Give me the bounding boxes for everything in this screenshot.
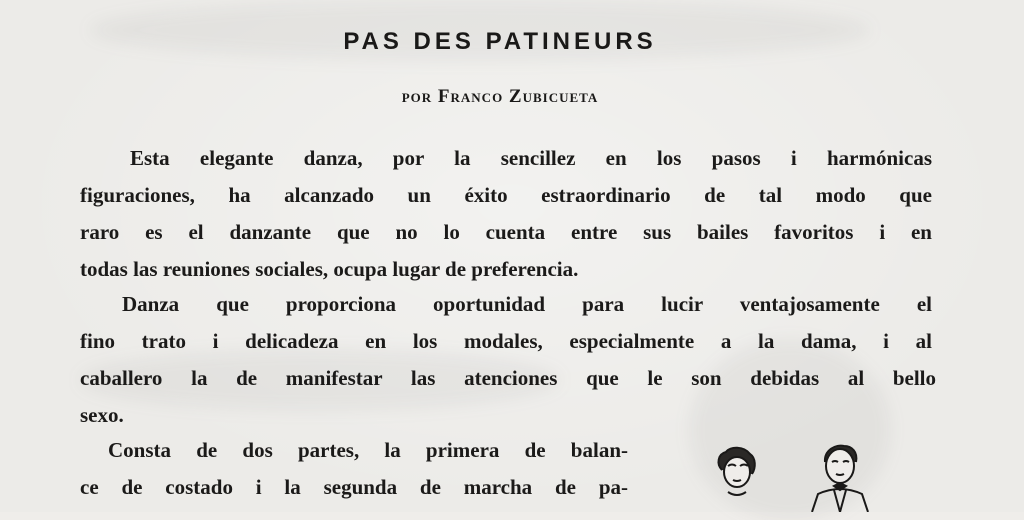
dancing-couple-icon (700, 440, 900, 512)
text-line: figuraciones, ha alcanzado un éxito estraordinario de tal modo que (80, 183, 932, 207)
text-line: Esta elegante danza, por la sencillez en los pasos i harmónicas (130, 146, 932, 170)
text-line: Danza que proporciona oportunidad para lucir ventajosamente el (122, 292, 932, 316)
page-title: PAS DES PATINEURS (343, 28, 657, 55)
text-line: raro es el danzante que no lo cuenta entre sus bailes favoritos i en (80, 220, 932, 244)
author-byline: por Franco Zubicueta (401, 86, 599, 107)
text-line: Consta de dos partes, la primera de balan- (108, 438, 628, 462)
text-line: caballero la de manifestar las atenciones que le son debidas al bello (80, 366, 936, 390)
text-line: ce de costado i la segunda de marcha de pa- (80, 475, 628, 499)
text-line: todas las reuniones sociales, ocupa lugar de preferencia. (80, 257, 579, 281)
text-line: sexo. (80, 403, 124, 427)
text-line: fino trato i delicadeza en los modales, especialmente a la dama, i al (80, 329, 932, 353)
